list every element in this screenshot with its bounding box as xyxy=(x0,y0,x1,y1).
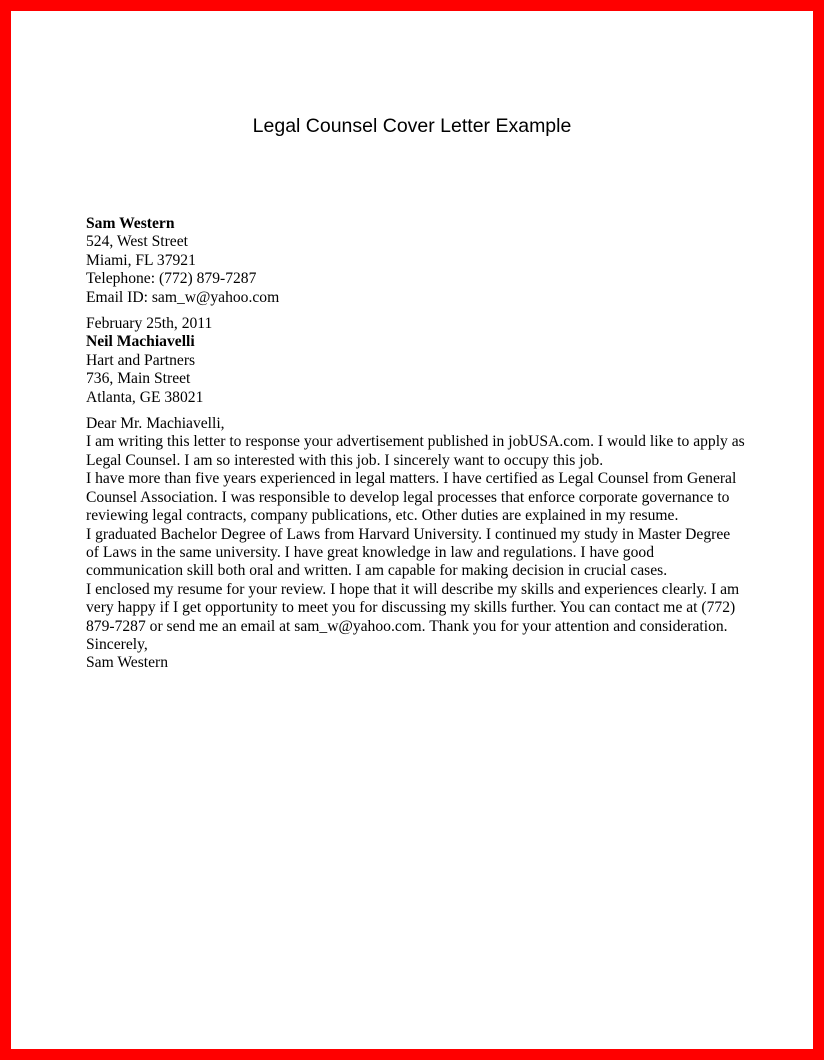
letter-date: February 25th, 2011 xyxy=(86,315,213,333)
sender-block xyxy=(86,215,746,307)
recipient-address-line2: Atlanta, GE 38021 xyxy=(86,388,204,406)
recipient-address-line1: 736, Main Street xyxy=(86,370,191,388)
recipient-block xyxy=(86,333,746,407)
sender-telephone: Telephone: (772) 879-7287 xyxy=(86,270,257,288)
recipient-name: Neil Machiavelli xyxy=(86,333,195,351)
sender-email: Email ID: sam_w@yahoo.com xyxy=(86,288,280,306)
recipient-company: Hart and Partners xyxy=(86,351,196,369)
sender-address-line1: 524, West Street xyxy=(86,233,188,251)
letter-body xyxy=(86,215,746,673)
salutation: Dear Mr. Machiavelli, xyxy=(86,415,225,433)
sender-name: Sam Western xyxy=(86,215,175,232)
document-title: Legal Counsel Cover Letter Example xyxy=(252,115,572,137)
body-paragraph-4: I enclosed my resume for your review. I hope that it will describe my skills and experiences clearly. I am very happy if I get opportunity to meet you for discussing my skills further. You can contact me at (772) 879-7287 or send me an email at sam_w@yahoo.com. Thank you for your attention and consideration. xyxy=(86,580,740,635)
body-paragraph-3: I graduated Bachelor Degree of Laws from Harvard University. I continued my study in Master Degree of Laws in the same university. I have great knowledge in law and regulations. I have good communication skill both oral and written. I am capable for making decision in crucial cases. xyxy=(86,525,731,580)
body-paragraph-2: I have more than five years experienced in legal matters. I have certified as Legal Counsel from General Counsel Association. I was responsible to develop legal processes that enforce corporate governance to reviewing legal contracts, company publications, etc. Other duties are explained in my resume. xyxy=(86,470,737,525)
sender-address-line2: Miami, FL 37921 xyxy=(86,251,196,269)
closing: Sincerely, xyxy=(86,635,148,653)
body-paragraph-1: I am writing this letter to response your advertisement published in jobUSA.com. I would like to apply as Legal Counsel. I am so interested with this job. I sincerely want to occupy this job. xyxy=(86,433,745,469)
signature: Sam Western xyxy=(86,654,169,672)
